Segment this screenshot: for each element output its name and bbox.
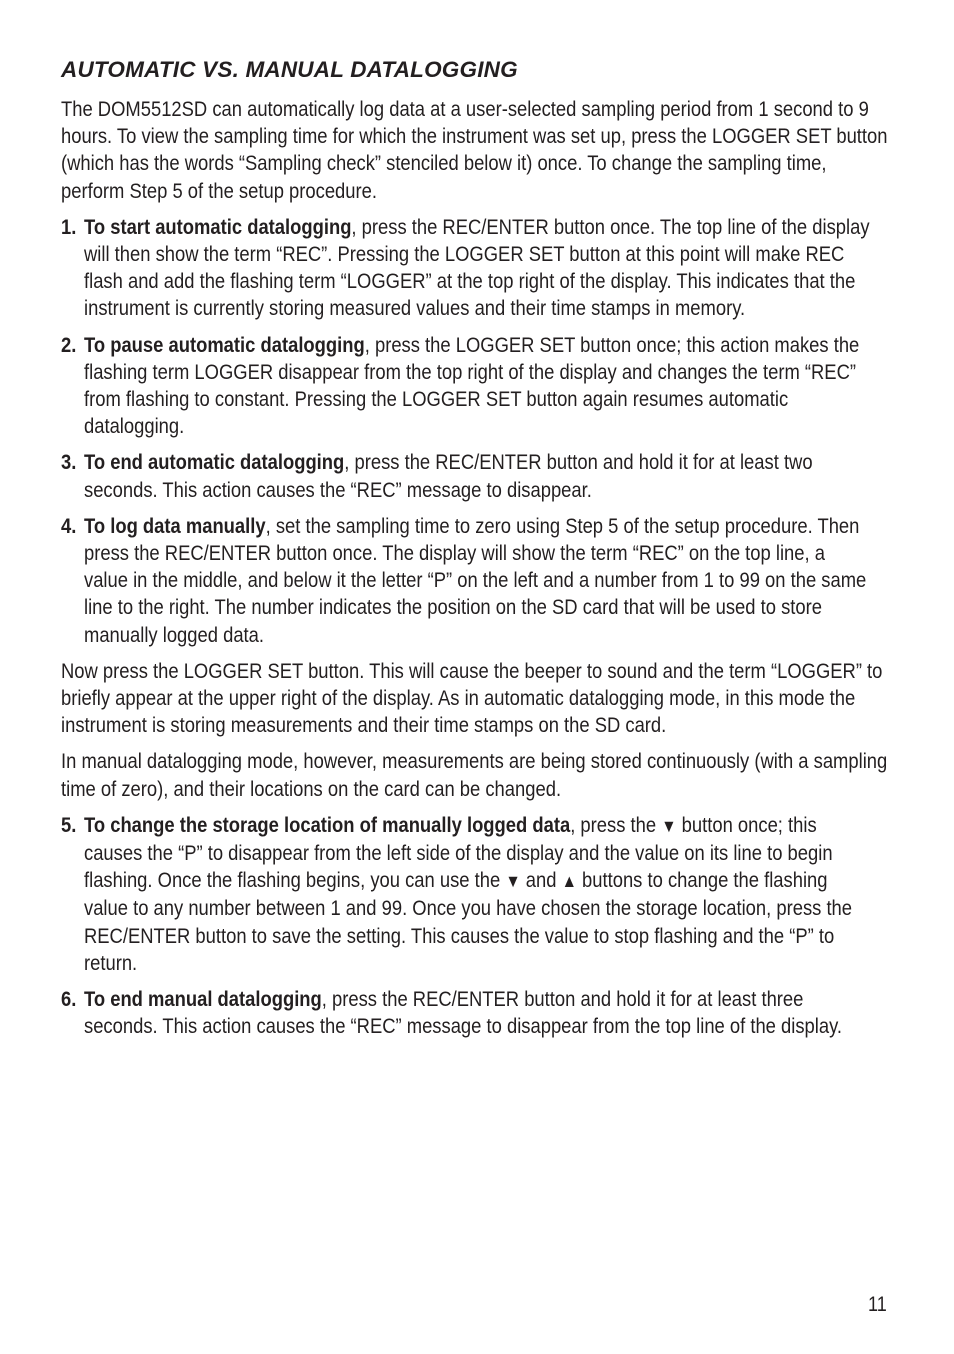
section-heading: AUTOMATIC VS. MANUAL DATALOGGING — [61, 57, 518, 82]
step-text: , press the REC/ENTER button and hold it for at least three seconds. This action causes the “REC” message to disappear from the top line of the display. — [84, 987, 843, 1039]
step-number: 3. — [61, 450, 77, 475]
step-text: buttons to change the flashing value to any number between 1 and 99. Once you have chosen the storage location, press the REC/ENTER button to save the setting. This causes the value to stop flashing and the “P” to return. — [84, 868, 853, 975]
step-title: To end manual datalogging — [84, 987, 322, 1012]
step-title: To pause automatic datalogging — [84, 332, 365, 357]
step-title: To change the storage location of manually logged data — [84, 812, 571, 837]
step-number: 4. — [61, 513, 77, 538]
body-paragraph: Now press the LOGGER SET button. This will cause the beeper to sound and the term “LOGGER” to briefly appear at the upper right of the display. As in automatic datalogging mode, in this mode the instrument is storing measurements and their time stamps on the SD card. — [61, 658, 883, 738]
step-item — [61, 513, 896, 649]
step-number: 6. — [61, 987, 77, 1012]
page-number: 11 — [868, 1293, 887, 1316]
step-item — [61, 449, 896, 503]
step-title: To start automatic datalogging — [84, 214, 352, 239]
step-text: and — [520, 868, 562, 893]
down-arrow-icon: ▼ — [661, 815, 677, 836]
step-text: , press the — [570, 812, 662, 837]
step-item — [61, 332, 896, 441]
step-title: To end automatic datalogging — [84, 450, 345, 475]
step-text: , press the LOGGER SET button once; this action makes the flashing term LOGGER disappear from the top right of the display and changes the term “REC” from flashing to constant. Pressing the LOGGER SET button again resumes automatic datalogging. — [84, 332, 860, 439]
steps-list-manual — [61, 812, 896, 1041]
page-content — [61, 54, 896, 1050]
step-item — [61, 986, 896, 1040]
step-number: 1. — [61, 214, 77, 239]
step-text: button once; this causes the “P” to disappear from the left side of the display and the value on its line to begin flashing. Once the flashing begins, you can use the — [84, 812, 833, 893]
step-text: , set the sampling time to zero using Step 5 of the setup procedure. Then press the REC/ENTER button once. The display will show the term “REC” on the top line, a value in the middle, and below it the letter “P” on the left and a number from 1 to 99 on the same line to the right. The number indicates the position on the SD card that will be used to store manually logged data. — [84, 513, 867, 647]
step-number: 5. — [61, 812, 77, 837]
step-text: , press the REC/ENTER button and hold it for at least two seconds. This action causes the “REC” message to disappear. — [84, 450, 813, 502]
step-item — [61, 214, 896, 323]
step-number: 2. — [61, 332, 77, 357]
steps-list-automatic — [61, 214, 896, 649]
intro-paragraph: The DOM5512SD can automatically log data at a user-selected sampling period from 1 second to 9 hours. To view the sampling time for which the instrument was set up, press the LOGGER SET button (which has the words “Sampling check” stenciled below it) once. To change the sampling time, perform Step 5 of the setup procedure. — [61, 97, 888, 203]
step-item — [61, 812, 896, 977]
body-paragraph: In manual datalogging mode, however, measurements are being stored continuously (with a sampling time of zero), and their locations on the card can be changed. — [61, 749, 888, 801]
step-text: , press the REC/ENTER button once. The top line of the display will then show the term “REC”. Pressing the LOGGER SET button at this point will make REC flash and add the flashing term “LOGGER” at the top right of the display. This indicates that the instrument is currently storing measured values and their time stamps in memory. — [84, 214, 870, 321]
step-title: To log data manually — [84, 513, 266, 538]
up-arrow-icon: ▲ — [561, 871, 577, 892]
down-arrow-icon: ▼ — [505, 871, 521, 892]
